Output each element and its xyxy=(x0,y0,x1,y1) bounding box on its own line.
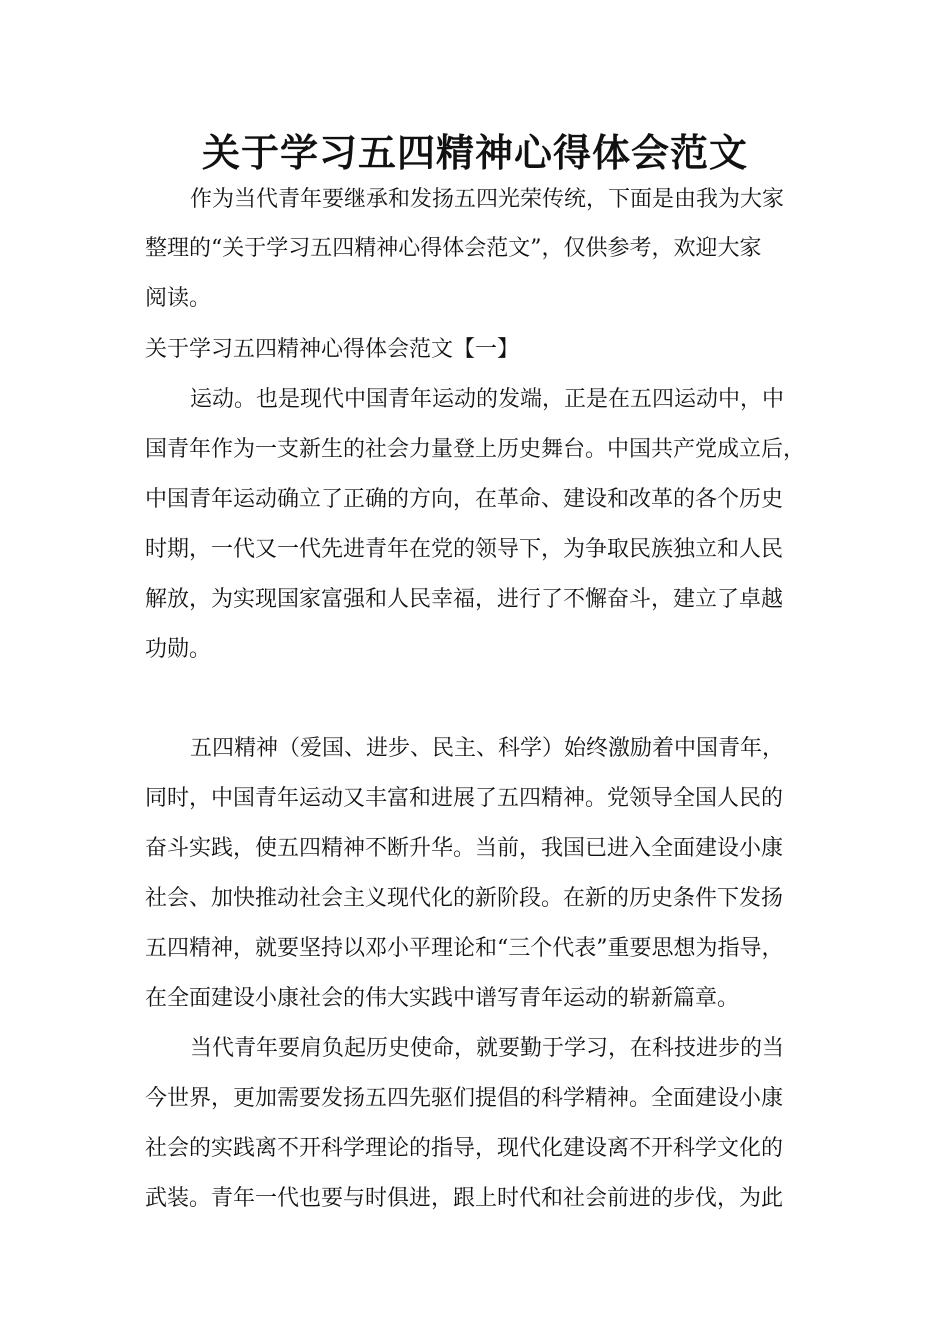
paragraph-line: 今世界，更加需要发扬五四先驱们提倡的科学精神。全面建设小康 xyxy=(145,1086,784,1111)
paragraph-line: 中国青年运动确立了正确的方向，在革命、建设和改革的各个历史 xyxy=(145,487,784,512)
paragraph-line: 社会、加快推动社会主义现代化的新阶段。在新的历史条件下发扬 xyxy=(145,886,784,911)
intro-line: 整理的“关于学习五四精神心得体会范文”，仅供参考，欢迎大家 xyxy=(145,236,762,261)
paragraph-line: 同时，中国青年运动又丰富和进展了五四精神。党领导全国人民的 xyxy=(145,786,784,811)
intro-line: 作为当代青年要继承和发扬五四光荣传统，下面是由我为大家 xyxy=(190,187,785,212)
document-title: 关于学习五四精神心得体会范文 xyxy=(201,131,748,175)
paragraph-line: 国青年作为一支新生的社会力量登上历史舞台。中国共产党成立后， xyxy=(145,437,806,462)
paragraph-line: 运动。也是现代中国青年运动的发端，正是在五四运动中，中 xyxy=(190,387,785,412)
paragraph-line: 五四精神（爱国、进步、民主、科学）始终激励着中国青年， xyxy=(190,736,785,761)
paragraph-line: 奋斗实践，使五四精神不断升华。当前，我国已进入全面建设小康 xyxy=(145,836,784,861)
paragraph-line: 社会的实践离不开科学理论的指导，现代化建设离不开科学文化的 xyxy=(145,1136,784,1161)
paragraph-line: 解放，为实现国家富强和人民幸福，进行了不懈奋斗，建立了卓越 xyxy=(145,587,784,612)
paragraph-line: 当代青年要肩负起历史使命，就要勤于学习，在科技进步的当 xyxy=(190,1036,785,1061)
paragraph-line: 在全面建设小康社会的伟大实践中谱写青年运动的崭新篇章。 xyxy=(145,986,740,1011)
intro-line: 阅读。 xyxy=(145,286,212,311)
paragraph-line: 五四精神，就要坚持以邓小平理论和“三个代表”重要思想为指导， xyxy=(145,936,784,961)
paragraph-line: 功勋。 xyxy=(145,637,212,662)
paragraph-line: 武装。青年一代也要与时俱进，跟上时代和社会前进的步伐，为此 xyxy=(145,1186,784,1211)
paragraph-line: 时期，一代又一代先进青年在党的领导下，为争取民族独立和人民 xyxy=(145,537,784,562)
section-heading: 关于学习五四精神心得体会范文【一】 xyxy=(145,337,520,362)
